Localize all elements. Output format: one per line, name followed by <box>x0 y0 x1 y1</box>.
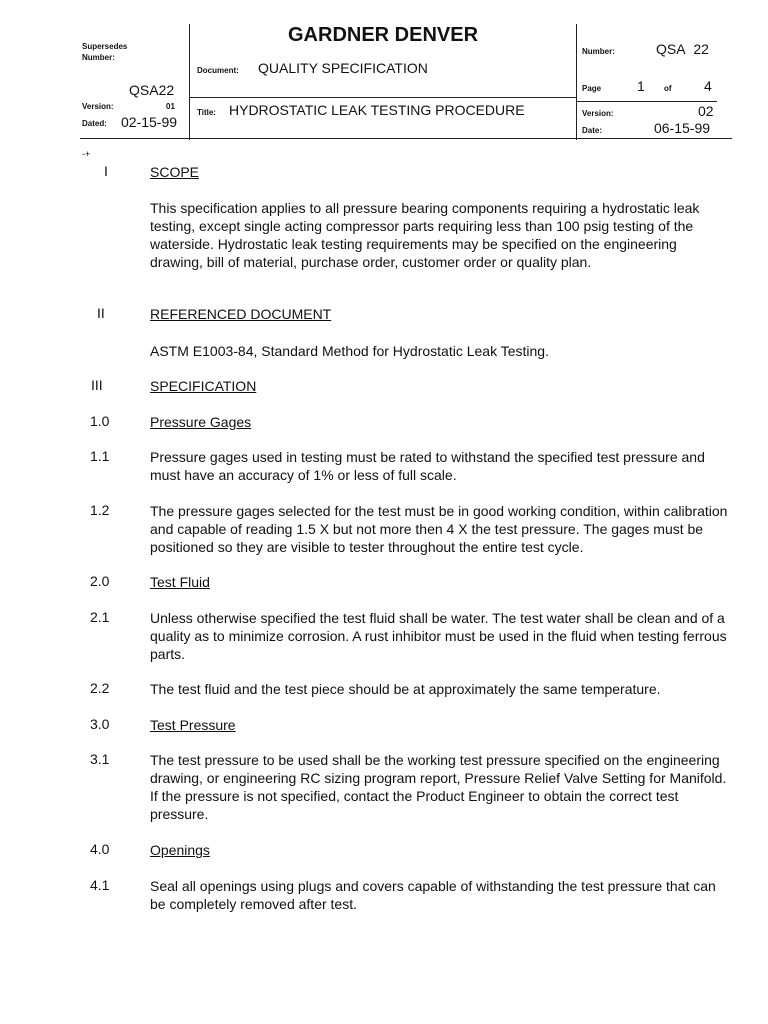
clause-text: The test fluid and the test piece should be at approximately the same temperature. <box>150 681 661 697</box>
paragraph: This specification applies to all pressure bearing components requiring a hydrostatic leak testing, except single acting compressor parts requiring less than 100 psig testing of the waterside. Hydrostatic leak testing requirements may be specified on the engineering drawing, bill of material, purchase order, customer order or quality plan. <box>150 200 700 270</box>
date-label: Date: <box>582 126 603 135</box>
version-left-label: Version: <box>82 102 114 111</box>
clause-number: 3.1 <box>90 751 110 767</box>
document-value: QUALITY SPECIFICATION <box>258 60 428 76</box>
clause-number: 2.2 <box>90 680 110 696</box>
version-right-value: 02 <box>698 103 714 119</box>
clause-number: 1.2 <box>90 502 110 518</box>
number-prefix: QSA <box>656 41 686 57</box>
number-digits: 22 <box>693 41 709 57</box>
stray-mark: -+ <box>82 149 91 159</box>
section-number: III <box>91 377 103 393</box>
dated-value: 02-15-99 <box>121 114 178 130</box>
clause-number: 3.0 <box>90 716 110 732</box>
clause-heading: Test Pressure <box>150 717 236 733</box>
version-left-value: 01 <box>166 102 175 111</box>
version-right-label: Version: <box>582 109 614 118</box>
title-value: HYDROSTATIC LEAK TESTING PROCEDURE <box>229 102 525 118</box>
clause-number: 1.1 <box>90 448 110 464</box>
clause-number: 2.0 <box>90 573 110 589</box>
dated-label: Dated: <box>82 119 107 128</box>
section-number: II <box>97 305 105 321</box>
header-right-rule <box>577 101 717 102</box>
clause-heading: Pressure Gages <box>150 414 252 430</box>
header-bottom-rule <box>80 138 732 139</box>
section-heading: SCOPE <box>150 164 200 180</box>
header-divider-left <box>189 24 190 140</box>
date-value: 06-15-99 <box>654 120 711 136</box>
supersedes-number-label: Number: <box>82 53 115 62</box>
document-label: Document: <box>197 66 239 75</box>
title-label: Title: <box>197 108 216 117</box>
clause-text: The pressure gages selected for the test must be in good working condition, within calibration and capable of reading 1.5 X but not more then 4 X the test pressure. The gages must be positioned so they are visible to tester throughout the entire test cycle. <box>150 503 728 555</box>
company-name: GARDNER DENVER <box>288 24 479 46</box>
number-label: Number: <box>582 47 615 56</box>
number-value <box>656 41 709 57</box>
section-heading: SPECIFICATION <box>150 378 257 394</box>
clause-text: The test pressure to be used shall be the working test pressure specified on the engineering drawing, or engineering RC sizing program report, Pressure Relief Valve Setting for Manifold. If the pressure is not specified, contact the Product Engineer to obtain the correct test pressure. <box>150 752 727 822</box>
clause-heading: Openings <box>150 842 210 858</box>
header-title-rule <box>189 97 577 98</box>
section-heading: REFERENCED DOCUMENT <box>150 306 332 322</box>
supersedes-label: Supersedes <box>82 42 128 51</box>
clause-number: 4.1 <box>90 877 110 893</box>
page-label: Page <box>582 84 602 93</box>
clause-text: Seal all openings using plugs and covers capable of withstanding the test pressure that can be completely removed after test. <box>150 878 716 912</box>
clause-text: Pressure gages used in testing must be rated to withstand the specified test pressure and must have an accuracy of 1% or less of full scale. <box>150 449 705 483</box>
section-number: I <box>104 163 108 179</box>
supersedes-number: QSA22 <box>129 82 175 98</box>
clause-heading: Test Fluid <box>150 574 210 590</box>
page-total: 4 <box>704 78 712 94</box>
clause-number: 4.0 <box>90 841 110 857</box>
of-label: of <box>664 84 672 93</box>
clause-number: 2.1 <box>90 609 110 625</box>
clause-text: Unless otherwise specified the test fluid shall be water. The test water shall be clean and of a quality as to minimize corrosion. A rust inhibitor must be used in the fluid when testing ferrous parts. <box>150 610 727 662</box>
clause-number: 1.0 <box>90 413 110 429</box>
header-divider-right <box>576 24 577 140</box>
paragraph: ASTM E1003-84, Standard Method for Hydrostatic Leak Testing. <box>150 343 549 359</box>
page-value: 1 <box>637 78 645 94</box>
